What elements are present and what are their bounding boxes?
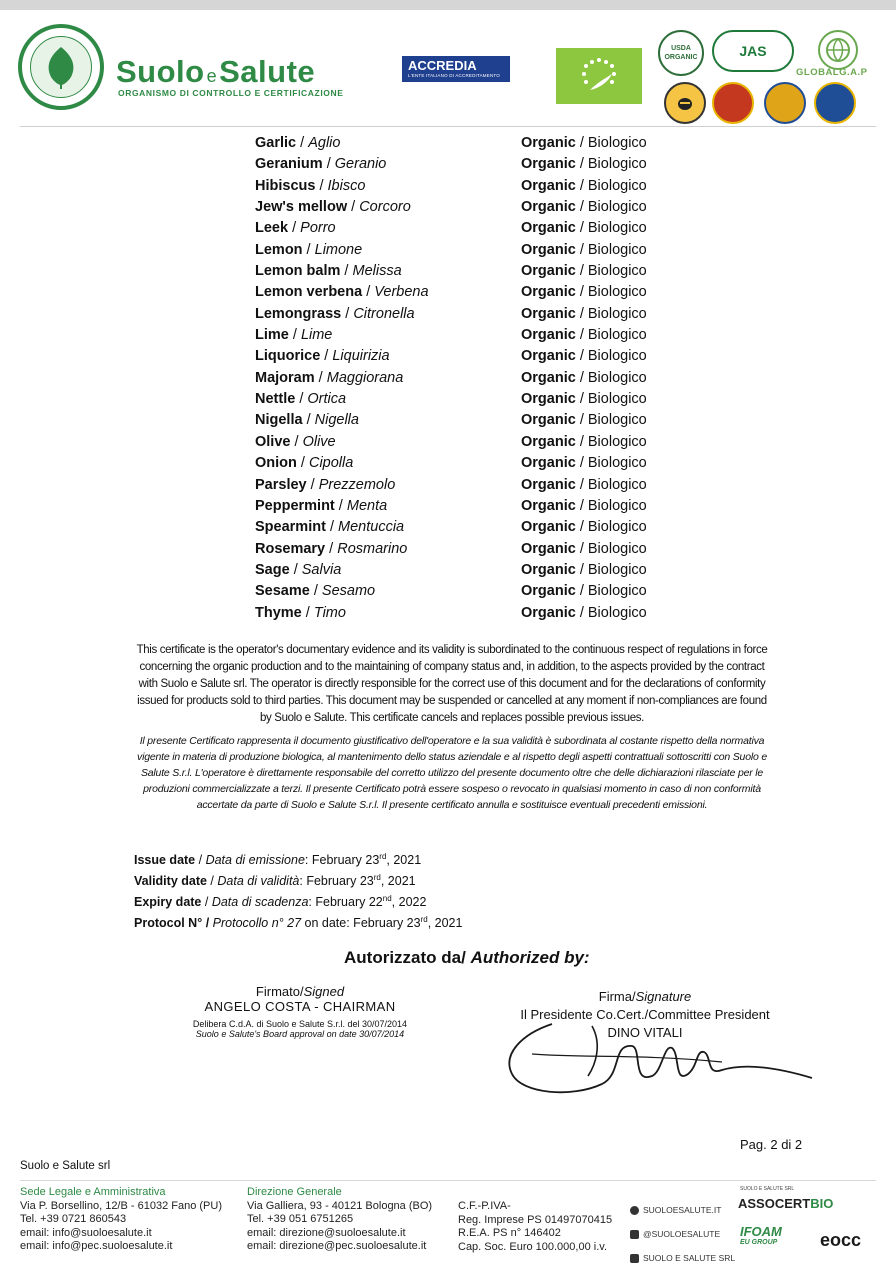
- eu-stars-icon: [556, 48, 642, 104]
- product-name-it: Salvia: [301, 561, 342, 578]
- president-name: DINO VITALI: [607, 1025, 683, 1040]
- product-status: Organic / Biologico: [521, 284, 647, 301]
- product-name-it: Prezzemolo: [318, 476, 396, 493]
- product-name-en: Garlic: [255, 135, 297, 151]
- jas-icon: JAS: [712, 30, 794, 72]
- quality-seal-icon: [712, 82, 754, 124]
- product-row: Sesame / Sesamo Organic / Biologico: [255, 581, 675, 602]
- product-row: Hibiscus / Ibisco Organic / Biologico: [255, 176, 675, 197]
- product-name-en: Hibiscus: [255, 177, 316, 194]
- product-status: Organic / Biologico: [521, 583, 647, 600]
- handwritten-signature-icon: [492, 1014, 832, 1100]
- product-name-en: Lemon: [255, 241, 303, 258]
- certificate-dates: [134, 848, 462, 933]
- globalgap-icon: [818, 30, 858, 70]
- product-row: Lemon / Limone Organic / Biologico: [255, 240, 675, 261]
- product-row: Leek / Porro Organic / Biologico: [255, 218, 675, 239]
- product-status: Organic / Biologico: [521, 561, 647, 578]
- product-name-en: Liquorice: [255, 348, 321, 365]
- product-name-it: Maggiorana: [326, 369, 404, 386]
- product-name-it: Geranio: [334, 156, 387, 173]
- validity-date: Validity date / Data di validità: February 23rd, 2021: [134, 873, 416, 889]
- product-row: Peppermint / Menta Organic / Biologico: [255, 496, 675, 517]
- footer-direction: Direzione Generale Via Galliera, 93 - 40121 Bologna (BO) Tel. +39 051 6751265 email: direzione@suoloesalute.it email: direzione@pec.suoloesalute.it: [247, 1186, 433, 1253]
- protocol-number: Protocol N° / Protocollo n° 27 on date: February 23rd, 2021: [134, 915, 463, 931]
- product-status: Organic / Biologico: [521, 327, 647, 344]
- product-name-en: Parsley: [255, 476, 307, 493]
- product-name-it: Rosmarino: [337, 540, 408, 557]
- leaf-glyph-icon: [31, 37, 91, 97]
- product-status: Organic / Biologico: [521, 241, 647, 258]
- product-name-en: Olive: [255, 433, 291, 450]
- header-divider: [20, 126, 876, 127]
- product-name-it: Liquirizia: [332, 348, 390, 365]
- product-row: Thyme / Timo Organic / Biologico: [255, 603, 675, 624]
- chairman-signature-block: [150, 984, 450, 1039]
- board-approval-it: Delibera C.d.A. di Suolo e Salute S.r.l. del 30/07/2014: [192, 1019, 408, 1029]
- product-name-it: Mentuccia: [338, 519, 405, 536]
- product-status: Organic / Biologico: [521, 497, 647, 514]
- eu-organic-leaf-icon: [556, 48, 642, 104]
- product-status: Organic / Biologico: [521, 199, 647, 216]
- product-row: Lime / Lime Organic / Biologico: [255, 325, 675, 346]
- expiry-date: Expiry date / Data di scadenza: February 22nd, 2022: [134, 894, 427, 910]
- top-bar: [0, 0, 896, 10]
- product-name-it: Menta: [346, 497, 388, 514]
- product-name-it: Corcoro: [359, 199, 411, 216]
- board-approval-en: Suolo e Salute's Board approval on date 30/07/2014: [195, 1029, 405, 1039]
- legal-text-it: Il presente Certificato rappresenta il documento giustificativo dell'operatore e la sua validità è subordinata al costante rispetto della normativa vigente in materia di produzione biologica, al mantenimento dello status aziendale e al rispetto degli aspetti contrattuali sottoscritti con Suolo e Salute S.r.l. L'operatore è direttamente responsabile del corretto utilizzo del presente documento oltre che delle dichiarazioni rilasciate per le produzioni commercializzate a terzi. Il presente Certificato potrà essere sospeso o revocato in qualsiasi momento in caso di non conformità accertate da parte di Suolo e Salute S.r.l. Il presente certificato annulla e sostituisce eventuali precedenti emissioni.: [137, 735, 767, 811]
- product-name-it: Nigella: [314, 412, 359, 429]
- product-status: Organic / Biologico: [521, 519, 647, 536]
- product-name-it: Melissa: [352, 263, 402, 280]
- bee-seal-icon: [664, 82, 706, 124]
- product-status: Organic / Biologico: [521, 348, 647, 365]
- quality-seal-icon: [814, 82, 856, 124]
- product-name-it: Aglio: [308, 135, 341, 151]
- product-name-en: Spearmint: [255, 519, 326, 536]
- company-name: Suolo e Salute srl: [20, 1160, 111, 1172]
- product-name-en: Nettle: [255, 391, 296, 408]
- footer-divider: [20, 1180, 876, 1181]
- authorized-by-title: Autorizzato da/ Authorized by:: [344, 948, 590, 967]
- product-name-en: Lemon verbena: [255, 284, 363, 301]
- product-row: Parsley / Prezzemolo Organic / Biologico: [255, 475, 675, 496]
- product-name-en: Geranium: [255, 156, 323, 173]
- product-row: Nigella / Nigella Organic / Biologico: [255, 410, 675, 431]
- product-name-en: Onion: [255, 455, 297, 472]
- product-name-en: Lime: [255, 327, 289, 344]
- product-status: Organic / Biologico: [521, 305, 647, 322]
- product-status: Organic / Biologico: [521, 177, 647, 194]
- signature-label: Firma/Signature: [598, 989, 692, 1004]
- product-status: Organic / Biologico: [521, 455, 647, 472]
- product-name-it: Citronella: [353, 305, 415, 322]
- product-row: Lemon balm / Melissa Organic / Biologico: [255, 261, 675, 282]
- product-row: Majoram / Maggiorana Organic / Biologico: [255, 368, 675, 389]
- accredia-logo-icon: ACCREDIA L'ENTE ITALIANO DI ACCREDITAMENTO: [402, 56, 510, 82]
- product-row: Spearmint / Mentuccia Organic / Biologico: [255, 517, 675, 538]
- product-row: Jew's mellow / Corcoro Organic / Biologico: [255, 197, 675, 218]
- product-row: Geranium / Geranio Organic / Biologico: [255, 154, 675, 175]
- product-status: Organic / Biologico: [521, 540, 647, 557]
- product-name-it: Ortica: [307, 391, 347, 408]
- email-link[interactable]: email: direzione@suoloesalute.it: [247, 1226, 406, 1239]
- product-name-it: Verbena: [374, 284, 429, 301]
- social-links: [630, 1198, 735, 1270]
- linkedin-icon: [630, 1254, 639, 1263]
- globalgap-label: GLOBALG.A.P: [796, 67, 868, 78]
- eocc-logo: eocc: [820, 1230, 862, 1250]
- product-name-it: Cipolla: [308, 455, 354, 472]
- suolo-salute-seal-icon: [18, 24, 104, 110]
- product-name-it: Ibisco: [327, 177, 366, 194]
- brand-name: Suolo eSalute: [116, 54, 316, 89]
- product-name-it: Sesamo: [321, 583, 376, 600]
- product-name-it: Lime: [300, 327, 333, 344]
- product-row: Liquorice / Liquirizia Organic / Biologico: [255, 346, 675, 367]
- product-row: Lemon verbena / Verbena Organic / Biologico: [255, 282, 675, 303]
- product-list: [255, 133, 675, 624]
- email-link[interactable]: email: info@pec.suoloesalute.it: [20, 1240, 173, 1253]
- facebook-icon: [630, 1230, 639, 1239]
- assocert-bio-logo: ASSOCERTBIO: [738, 1196, 834, 1211]
- product-status: Organic / Biologico: [521, 135, 647, 151]
- globe-icon: [824, 36, 852, 64]
- product-row: Sage / Salvia Organic / Biologico: [255, 560, 675, 581]
- chairman-name: ANGELO COSTA - CHAIRMAN: [204, 999, 396, 1014]
- signed-label: Firmato/Signed: [255, 984, 345, 999]
- product-status: Organic / Biologico: [521, 263, 647, 280]
- product-status: Organic / Biologico: [521, 391, 647, 408]
- product-row: Garlic / Aglio Organic / Biologico: [255, 133, 675, 154]
- leaf-icon: [30, 36, 92, 98]
- globe-icon: [630, 1206, 639, 1215]
- product-name-en: Rosemary: [255, 540, 326, 557]
- email-link[interactable]: email: direzione@pec.suoloesalute.it: [247, 1240, 427, 1253]
- usda-organic-icon: USDA ORGANIC: [658, 30, 704, 76]
- facebook-link[interactable]: @SUOLOESALUTE: [630, 1222, 735, 1246]
- product-status: Organic / Biologico: [521, 369, 647, 386]
- brand-subtitle: ORGANISMO DI CONTROLLO E CERTIFICAZIONE: [118, 88, 344, 98]
- product-name-en: Jew's mellow: [255, 199, 348, 216]
- product-row: Onion / Cipolla Organic / Biologico: [255, 453, 675, 474]
- product-name-it: Olive: [302, 433, 336, 450]
- product-row: Lemongrass / Citronella Organic / Biologico: [255, 304, 675, 325]
- product-name-en: Sesame: [255, 583, 310, 600]
- product-name-en: Lemongrass: [255, 305, 342, 322]
- issue-date: Issue date / Data di emissione: February 23rd, 2021: [134, 852, 422, 868]
- product-status: Organic / Biologico: [521, 412, 647, 429]
- product-name-it: Timo: [313, 604, 346, 621]
- product-status: Organic / Biologico: [521, 433, 647, 450]
- president-role: Il Presidente Co.Cert./Committee President: [520, 1007, 770, 1022]
- quality-seal-icon: [764, 82, 806, 124]
- product-name-en: Majoram: [255, 369, 315, 386]
- product-name-en: Sage: [255, 561, 290, 578]
- product-name-en: Leek: [255, 220, 289, 237]
- assocert-prefix: SUOLO E SALUTE SRL: [740, 1186, 795, 1192]
- product-status: Organic / Biologico: [521, 156, 647, 173]
- product-status: Organic / Biologico: [521, 604, 647, 621]
- footer-legal-office: Sede Legale e Amministrativa Via P. Borsellino, 12/B - 61032 Fano (PU) Tel. +39 0721 860543 email: info@suoloesalute.it email: info@pec.suoloesalute.it: [20, 1186, 222, 1253]
- email-link[interactable]: email: info@suoloesalute.it: [20, 1226, 152, 1239]
- product-row: Olive / Olive Organic / Biologico: [255, 432, 675, 453]
- product-row: Rosemary / Rosmarino Organic / Biologico: [255, 539, 675, 560]
- product-name-en: Lemon balm: [255, 263, 341, 280]
- footer-registration: C.F.-P.IVA- Reg. Imprese PS 01497070415 R.E.A. PS n° 146402 Cap. Soc. Euro 100.000,00 i.v.: [458, 1200, 613, 1253]
- product-name-en: Peppermint: [255, 497, 335, 514]
- product-name-en: Thyme: [255, 604, 302, 621]
- product-name-it: Porro: [300, 220, 336, 237]
- product-row: Nettle / Ortica Organic / Biologico: [255, 389, 675, 410]
- page-number: Pag. 2 di 2: [740, 1137, 803, 1152]
- legal-text-en: This certificate is the operator's documentary evidence and its validity is subordinated to the continuous respect of regulations in force concerning the organic production and to the maintaining of company status and, in addition, to the aspects provided by the contract with Suolo e Salute srl. The operator is directly responsible for the correct use of this document and for the declarations of conformity issued for products sold to third parties. This document may be suspended or cancelled at any moment if non-compliances are found by Suolo e Salute. This certificate cancels and replaces possible previous issues.: [136, 644, 768, 724]
- ifoam-logo: IFOAM EU GROUP: [740, 1224, 782, 1246]
- product-status: Organic / Biologico: [521, 220, 647, 237]
- product-name-en: Nigella: [255, 412, 303, 429]
- website-link[interactable]: SUOLOESALUTE.IT: [630, 1198, 735, 1222]
- product-status: Organic / Biologico: [521, 476, 647, 493]
- linkedin-link[interactable]: SUOLO E SALUTE SRL: [630, 1246, 735, 1270]
- product-name-it: Limone: [314, 241, 363, 258]
